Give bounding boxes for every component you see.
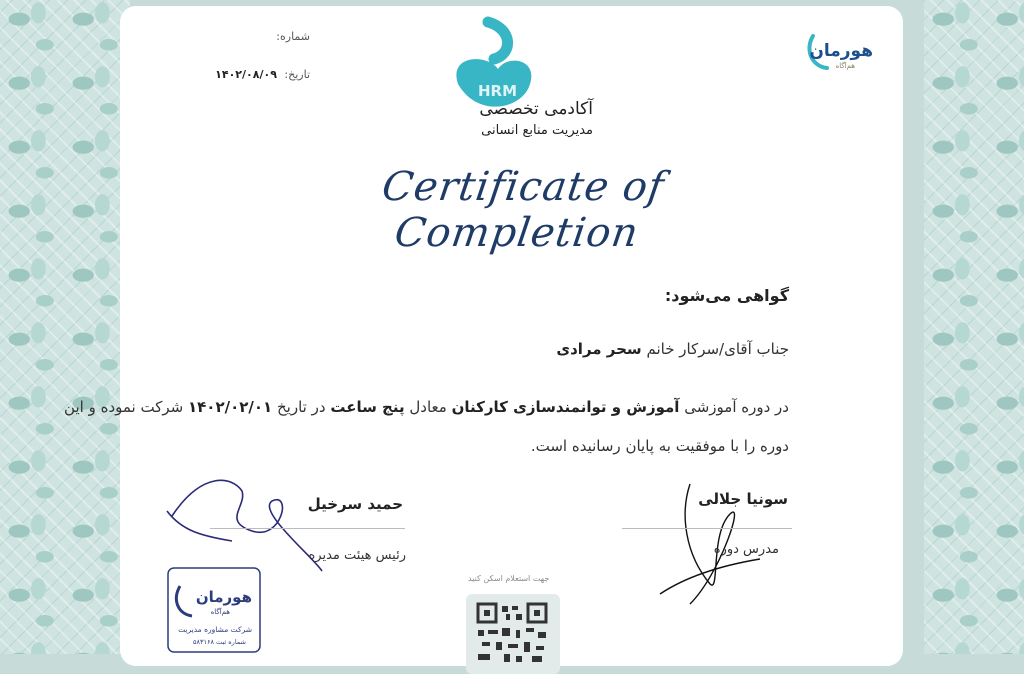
body-text-2: معادل <box>409 398 447 416</box>
stamp-line2: شماره ثبت ۵۸۳۱۶۸ <box>193 638 246 646</box>
certificate-title: Certificate of Completion <box>379 164 668 256</box>
body-text-1: در دوره آموزشی <box>684 398 789 416</box>
academy-logo <box>418 14 608 142</box>
decorative-border-left <box>0 0 130 654</box>
body-text-4: شرکت نموده و این <box>64 398 184 416</box>
date-label: تاریخ: <box>284 68 310 81</box>
instructor-role: مدرس دوره <box>713 542 779 557</box>
instructor-name: سونیا جلالی <box>698 490 788 508</box>
brand-sub: هم‌آگاه <box>835 62 855 70</box>
body-line-1 <box>49 398 789 416</box>
brand-logo <box>803 24 879 76</box>
recipient-prefix: جناب آقای/سرکار خانم <box>646 340 789 358</box>
stamp-brand: هورمان <box>195 588 252 606</box>
body-text-3: در تاریخ <box>276 398 326 416</box>
qr-label: جهت استعلام اسکن کنید <box>468 574 550 583</box>
brand-name: هورمان <box>809 41 873 61</box>
director-name: حمید سرخیل <box>307 495 403 513</box>
number-label: شماره: <box>276 30 310 43</box>
decorative-border-right <box>924 0 1024 654</box>
director-signature-line <box>210 528 405 529</box>
director-role: رئیس هیئت مدیره <box>308 548 406 563</box>
stamp-line1: شرکت مشاوره مدیریت <box>178 625 252 634</box>
qr-code-frame[interactable] <box>466 594 560 674</box>
qr-code-icon <box>476 602 550 666</box>
instructor-signature-line <box>622 528 792 529</box>
course-duration: پنج ساعت <box>330 398 405 416</box>
certificate-card <box>64 6 903 666</box>
academy-line1: آکادمی تخصصی <box>479 99 593 119</box>
date-row <box>215 68 310 81</box>
stamp-sub: هم‌آگاه <box>210 608 230 616</box>
company-stamp <box>166 566 262 654</box>
greeting: گواهی می‌شود: <box>664 286 789 305</box>
body-line-2: دوره را با موفقیت به پایان رسانیده است. <box>530 437 789 455</box>
director-signature <box>162 461 332 581</box>
date-value: ۱۴۰۲/۰۸/۰۹ <box>215 68 277 81</box>
academy-mark: HRM <box>478 82 518 100</box>
course-name: آموزش و توانمندسازی کارکنان <box>451 398 680 416</box>
course-date: ۱۴۰۲/۰۲/۰۱ <box>188 398 273 416</box>
recipient-name: سحر مرادی <box>556 340 642 358</box>
recipient-line <box>556 340 789 358</box>
academy-line2: مدیریت منابع انسانی <box>481 123 593 138</box>
